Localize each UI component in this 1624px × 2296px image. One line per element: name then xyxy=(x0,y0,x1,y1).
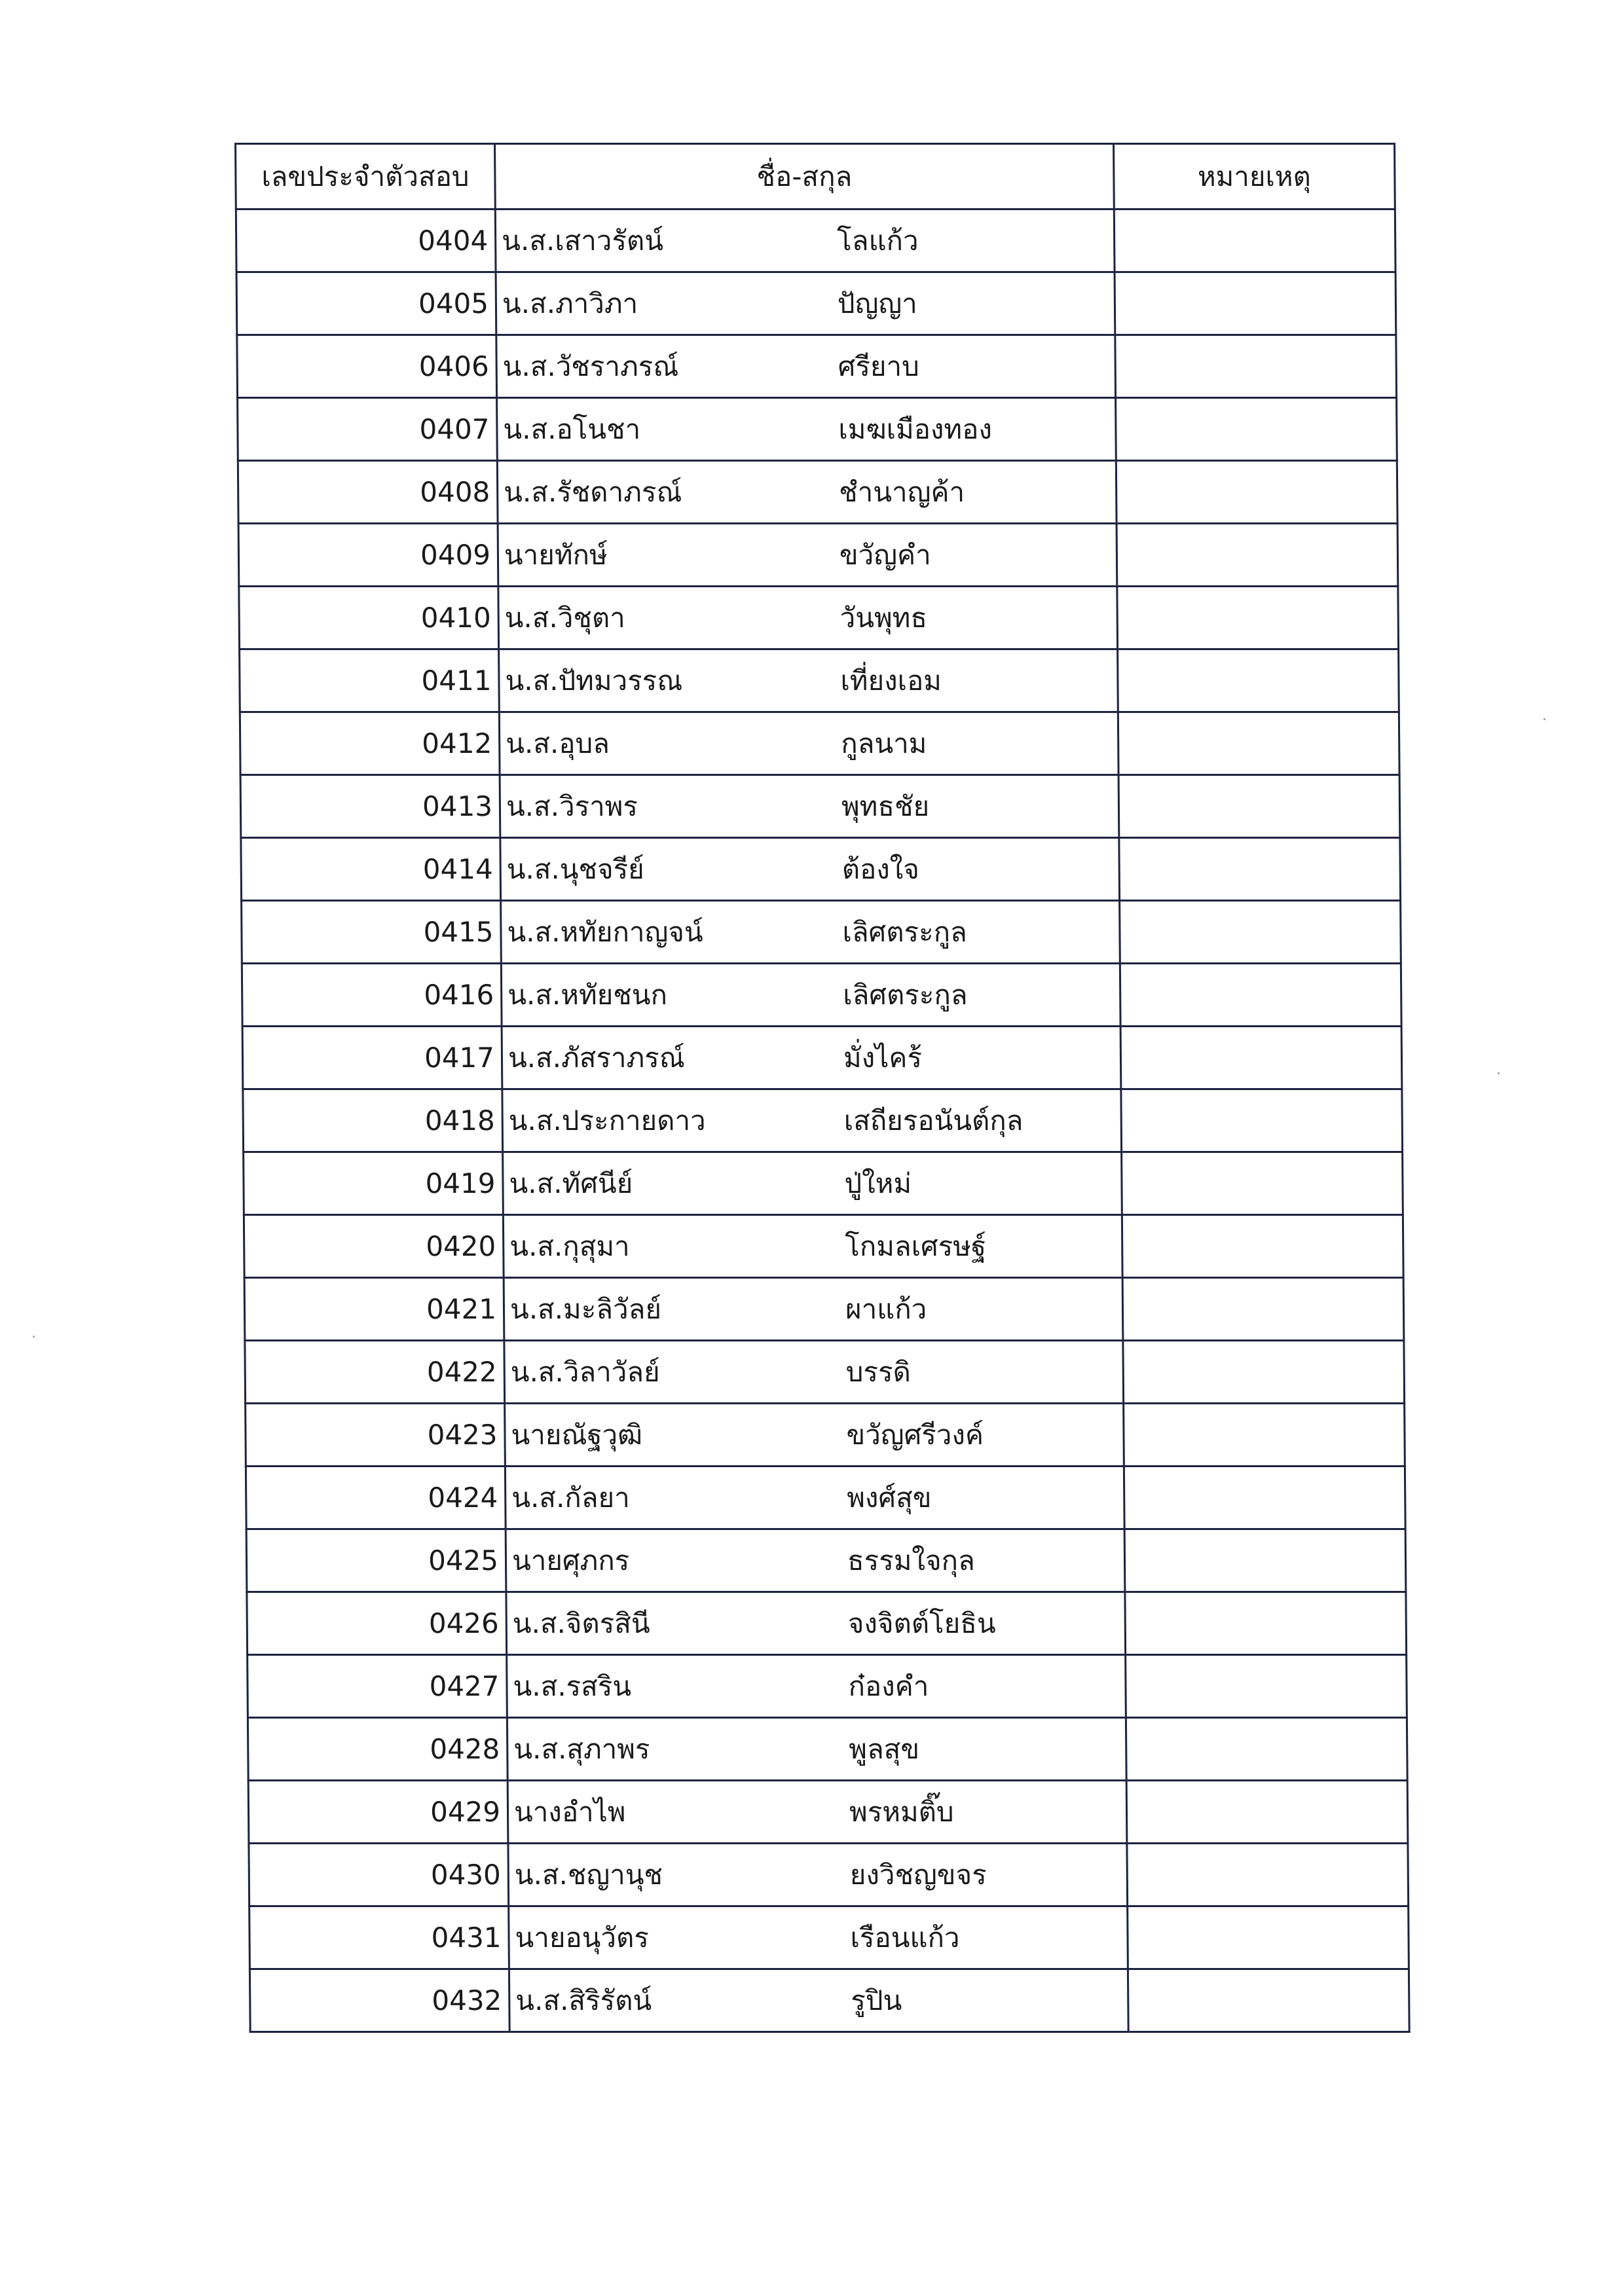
table-row xyxy=(240,712,1399,775)
last-name: เรือนแก้ว xyxy=(850,1921,960,1954)
first-name: นายณัฐวุฒิ xyxy=(511,1418,643,1451)
exam-id-cell: 0430 xyxy=(249,1844,509,1906)
table-body xyxy=(236,210,1409,2032)
exam-id-cell: 0428 xyxy=(248,1718,507,1781)
exam-id-cell: 0421 xyxy=(244,1278,504,1341)
remarks-cell xyxy=(1124,1404,1405,1467)
last-name: ปู่ใหม่ xyxy=(844,1167,912,1199)
last-name: เมฆเมืองทอง xyxy=(838,412,993,445)
table-row xyxy=(236,272,1396,335)
remarks-cell xyxy=(1124,1467,1405,1529)
last-name: มั่งไคร้ xyxy=(843,1041,923,1074)
remarks-cell xyxy=(1118,712,1399,775)
remarks-cell xyxy=(1121,1089,1403,1152)
full-name-cell xyxy=(509,1969,1128,2032)
table-row xyxy=(243,1089,1403,1152)
exam-id-cell: 0427 xyxy=(248,1655,507,1718)
candidate-table xyxy=(234,143,1411,2033)
table-row xyxy=(248,1718,1407,1781)
last-name: เลิศตระกูล xyxy=(842,915,967,948)
first-name: น.ส.วิชุตา xyxy=(504,601,625,634)
exam-id-cell: 0417 xyxy=(242,1027,502,1089)
exam-id-cell: 0432 xyxy=(249,1969,509,2032)
exam-id-cell: 0422 xyxy=(245,1341,505,1404)
scan-speck xyxy=(1498,1072,1500,1074)
last-name: ศรียาบ xyxy=(838,350,919,382)
remarks-cell xyxy=(1124,1529,1406,1592)
exam-id-cell: 0406 xyxy=(237,335,497,398)
table-row xyxy=(238,524,1398,587)
remarks-cell xyxy=(1115,272,1396,335)
full-name-cell xyxy=(502,1027,1121,1089)
remarks-cell xyxy=(1127,1844,1409,1906)
full-name-cell xyxy=(506,1529,1125,1592)
full-name-cell xyxy=(501,901,1120,964)
exam-id-cell: 0404 xyxy=(236,210,496,272)
full-name-cell xyxy=(507,1781,1127,1844)
exam-id-cell: 0412 xyxy=(240,712,500,775)
exam-id-cell: 0424 xyxy=(246,1467,506,1529)
exam-id-cell: 0408 xyxy=(238,461,498,524)
scan-speck xyxy=(1543,718,1545,720)
first-name: น.ส.กัลยา xyxy=(511,1481,630,1514)
table-row xyxy=(238,461,1397,524)
last-name: ก๋องคำ xyxy=(848,1669,929,1702)
full-name-cell xyxy=(500,775,1119,838)
table-row xyxy=(245,1341,1405,1404)
full-name-cell xyxy=(496,272,1115,335)
remarks-cell xyxy=(1120,901,1401,964)
full-name-cell xyxy=(509,1906,1128,1969)
table-row xyxy=(240,775,1400,838)
last-name: รูปิน xyxy=(851,1984,902,2016)
table-row xyxy=(248,1781,1408,1844)
full-name-cell xyxy=(507,1718,1126,1781)
full-name-cell xyxy=(504,1278,1123,1341)
remarks-cell xyxy=(1122,1215,1403,1278)
exam-id-cell: 0425 xyxy=(246,1529,506,1592)
first-name: น.ส.ชญานุช xyxy=(514,1858,663,1891)
exam-id-cell: 0415 xyxy=(242,901,502,964)
first-name: น.ส.กุสุมา xyxy=(509,1230,630,1262)
last-name: พุทธชัย xyxy=(841,790,930,822)
full-name-cell xyxy=(500,838,1120,901)
header-full-name: ชื่อ-สกุล xyxy=(495,144,1115,210)
full-name-cell xyxy=(498,587,1118,649)
first-name: น.ส.วัชราภรณ์ xyxy=(502,350,679,382)
first-name: น.ส.วิลาวัลย์ xyxy=(510,1355,660,1388)
last-name: ยงวิชญขจร xyxy=(849,1858,987,1891)
first-name: น.ส.อุบล xyxy=(506,727,610,759)
remarks-cell xyxy=(1126,1781,1408,1844)
exam-id-cell: 0423 xyxy=(246,1404,506,1467)
last-name: เลิศตระกูล xyxy=(843,978,968,1011)
full-name-cell xyxy=(498,524,1117,587)
last-name: กูลนาม xyxy=(841,727,927,759)
first-name: น.ส.รสริน xyxy=(513,1669,632,1702)
first-name: น.ส.ปัทมวรรณ xyxy=(505,664,683,697)
full-name-cell xyxy=(501,964,1120,1027)
table-row xyxy=(241,838,1401,901)
last-name: ขวัญศรีวงค์ xyxy=(846,1418,984,1451)
remarks-cell xyxy=(1118,775,1400,838)
first-name: น.ส.นุชจรีย์ xyxy=(506,852,644,885)
table-row xyxy=(246,1467,1405,1529)
table-row xyxy=(248,1655,1407,1718)
first-name: น.ส.ภัสราภรณ์ xyxy=(507,1041,685,1074)
last-name: เที่ยงเอม xyxy=(840,664,942,697)
full-name-cell xyxy=(508,1844,1128,1906)
first-name: นางอำไพ xyxy=(513,1795,626,1828)
first-name: น.ส.สุภาพร xyxy=(513,1732,650,1765)
scan-speck xyxy=(33,1336,35,1338)
first-name: น.ส.วิราพร xyxy=(506,790,638,822)
full-name-cell xyxy=(497,461,1116,524)
full-name-cell xyxy=(499,649,1118,712)
exam-id-cell: 0413 xyxy=(240,775,500,838)
remarks-cell xyxy=(1122,1278,1404,1341)
last-name: ชำนาญค้า xyxy=(838,475,965,508)
last-name: ผาแก้ว xyxy=(845,1292,927,1325)
table-row xyxy=(249,1844,1409,1906)
header-exam-id: เลขประจำตัวสอบ xyxy=(236,144,496,210)
full-name-cell xyxy=(503,1152,1122,1215)
last-name: ธรรมใจกุล xyxy=(847,1544,975,1576)
remarks-cell xyxy=(1125,1592,1407,1655)
full-name-cell xyxy=(505,1404,1124,1467)
header-row xyxy=(236,144,1395,210)
remarks-cell xyxy=(1118,649,1399,712)
remarks-cell xyxy=(1128,1969,1409,2032)
first-name: น.ส.สิริรัตน์ xyxy=(515,1984,652,2016)
exam-id-cell: 0411 xyxy=(240,649,500,712)
full-name-cell xyxy=(499,712,1118,775)
remarks-cell xyxy=(1128,1906,1409,1969)
exam-id-cell: 0426 xyxy=(247,1592,507,1655)
remarks-cell xyxy=(1116,524,1398,587)
remarks-cell xyxy=(1126,1655,1407,1718)
remarks-cell xyxy=(1122,1152,1403,1215)
remarks-cell xyxy=(1114,210,1395,272)
last-name: จงจิตต์โยธิน xyxy=(847,1607,996,1639)
first-name: น.ส.อโนชา xyxy=(503,412,641,445)
first-name: น.ส.มะลิวัลย์ xyxy=(509,1292,662,1325)
first-name: น.ส.เสาวรัตน์ xyxy=(501,224,664,257)
last-name: พูลสุข xyxy=(849,1732,920,1765)
remarks-cell xyxy=(1123,1341,1405,1404)
exam-id-cell: 0431 xyxy=(249,1906,509,1969)
table-row xyxy=(247,1592,1407,1655)
last-name: พรหมติ๊บ xyxy=(849,1795,954,1828)
full-name-cell xyxy=(506,1592,1126,1655)
first-name: นายทักษ์ xyxy=(504,538,608,571)
last-name: ขวัญคำ xyxy=(839,538,931,571)
full-name-cell xyxy=(505,1467,1124,1529)
table-row xyxy=(239,587,1399,649)
remarks-cell xyxy=(1119,838,1401,901)
table-row xyxy=(237,335,1397,398)
first-name: น.ส.ประกายดาว xyxy=(508,1104,706,1137)
exam-id-cell: 0410 xyxy=(239,587,499,649)
last-name: ปัญญา xyxy=(837,287,917,319)
full-name-cell xyxy=(497,398,1116,461)
remarks-cell xyxy=(1120,964,1401,1027)
full-name-cell xyxy=(507,1655,1126,1718)
header-remarks: หมายเหตุ xyxy=(1114,144,1395,210)
exam-id-cell: 0420 xyxy=(244,1215,504,1278)
first-name: น.ส.หทัยกาญจน์ xyxy=(507,915,703,948)
remarks-cell xyxy=(1126,1718,1407,1781)
remarks-cell xyxy=(1115,335,1397,398)
table-row xyxy=(242,964,1401,1027)
first-name: น.ส.จิตรสินี xyxy=(512,1607,650,1639)
remarks-cell xyxy=(1116,398,1397,461)
exam-id-cell: 0405 xyxy=(236,272,496,335)
table-row xyxy=(244,1278,1404,1341)
exam-id-cell: 0414 xyxy=(241,838,501,901)
exam-id-cell: 0419 xyxy=(244,1152,504,1215)
exam-id-cell: 0409 xyxy=(238,524,498,587)
table-row xyxy=(244,1152,1403,1215)
first-name: น.ส.รัชดาภรณ์ xyxy=(503,475,682,508)
remarks-cell xyxy=(1116,461,1397,524)
table-row xyxy=(242,1027,1402,1089)
full-name-cell xyxy=(504,1341,1124,1404)
exam-id-cell: 0418 xyxy=(243,1089,503,1152)
last-name: โกมลเศรษฐ์ xyxy=(845,1230,987,1262)
table-row xyxy=(249,1906,1409,1969)
exam-id-cell: 0429 xyxy=(248,1781,508,1844)
table-row xyxy=(238,398,1397,461)
full-name-cell xyxy=(496,335,1116,398)
last-name: โลแก้ว xyxy=(836,224,919,257)
table-row xyxy=(240,649,1399,712)
last-name: วันพุทธ xyxy=(840,601,928,634)
first-name: น.ส.หทัยชนก xyxy=(507,978,668,1011)
remarks-cell xyxy=(1120,1027,1402,1089)
table-row xyxy=(246,1529,1406,1592)
first-name: นายอนุวัตร xyxy=(515,1921,649,1954)
table-row xyxy=(246,1404,1405,1467)
full-name-cell xyxy=(502,1089,1122,1152)
remarks-cell xyxy=(1117,587,1399,649)
first-name: น.ส.ภาวิภา xyxy=(502,287,638,319)
full-name-cell xyxy=(503,1215,1122,1278)
first-name: นายศุภกร xyxy=(511,1544,630,1576)
table-row xyxy=(249,1969,1409,2032)
table-row xyxy=(244,1215,1403,1278)
last-name: เสถียรอนันต์กุล xyxy=(843,1104,1024,1137)
first-name: น.ส.ทัศนีย์ xyxy=(509,1167,633,1199)
last-name: พงศ์สุข xyxy=(847,1481,932,1514)
last-name: ต้องใจ xyxy=(841,852,920,885)
table-row xyxy=(242,901,1401,964)
exam-id-cell: 0416 xyxy=(242,964,502,1027)
last-name: บรรดิ xyxy=(845,1355,911,1388)
table-header xyxy=(236,144,1395,210)
full-name-cell xyxy=(495,210,1115,272)
exam-id-cell: 0407 xyxy=(238,398,498,461)
table-row xyxy=(236,210,1395,272)
